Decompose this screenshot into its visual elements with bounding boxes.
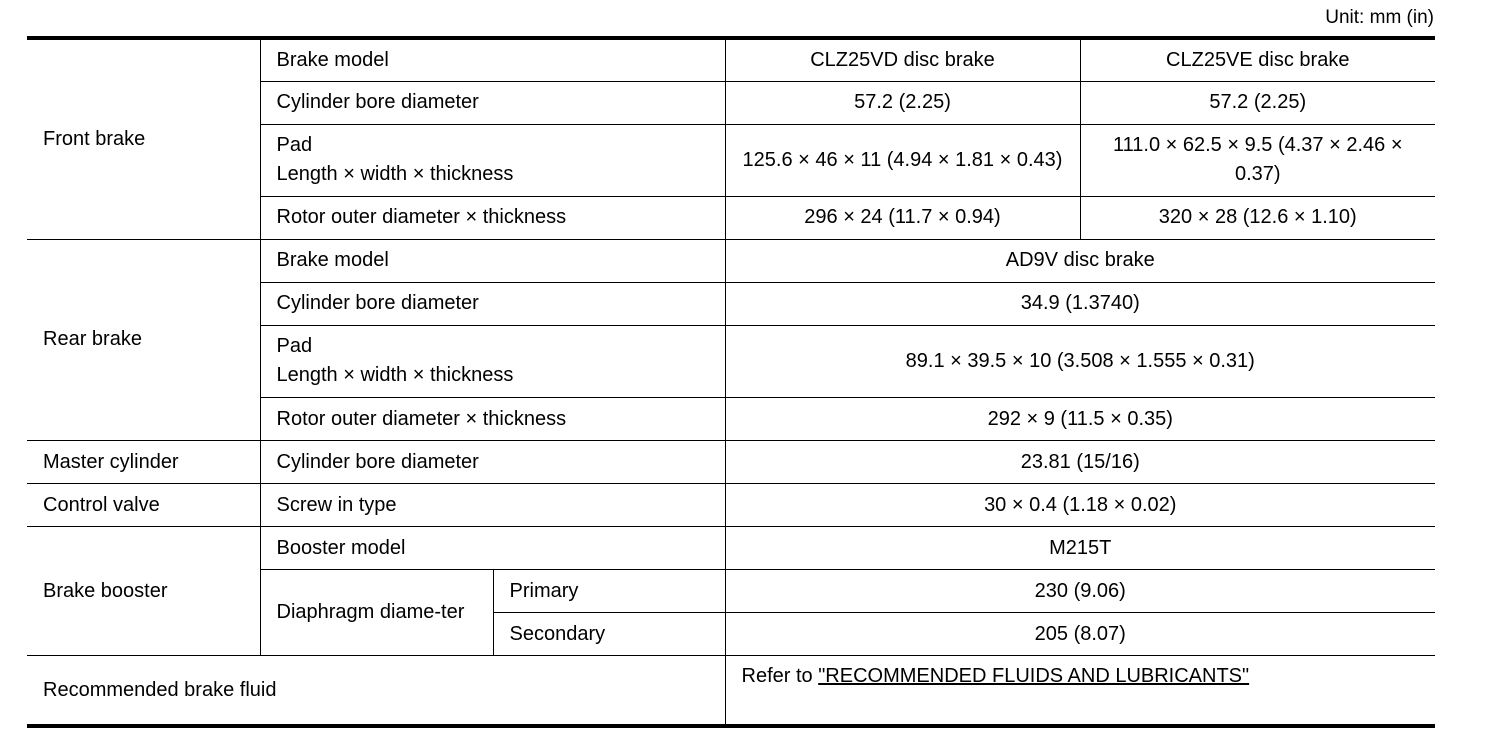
primary-value: 230 (9.06) xyxy=(725,570,1435,613)
rear-pad-label-line2: Length × width × thickness xyxy=(276,364,514,387)
rear-bore: 34.9 (1.3740) xyxy=(725,282,1435,325)
table-row xyxy=(27,527,1435,570)
rear-brake-model-label: Brake model xyxy=(260,239,725,282)
rear-brake-group-label: Rear brake xyxy=(27,239,260,440)
front-brake-model-vd: CLZ25VD disc brake xyxy=(725,38,1080,81)
table-row xyxy=(27,441,1435,484)
front-pad-label-line2: Length × width × thickness xyxy=(276,163,514,186)
rear-pad: 89.1 × 39.5 × 10 (3.508 × 1.555 × 0.31) xyxy=(725,325,1435,397)
front-pad-vd: 125.6 × 46 × 11 (4.94 × 1.81 × 0.43) xyxy=(725,124,1080,196)
front-rotor-label: Rotor outer diameter × thickness xyxy=(260,196,725,239)
recommended-fluid-value xyxy=(725,656,1435,726)
rear-pad-label-line1: Pad xyxy=(276,335,313,358)
recommended-fluids-link[interactable]: "RECOMMENDED FLUIDS AND LUBRICANTS" xyxy=(818,665,1250,688)
control-valve-type-label: Screw in type xyxy=(260,484,725,527)
table-row xyxy=(27,656,1435,726)
rear-pad-label xyxy=(260,325,725,397)
front-rotor-vd: 296 × 24 (11.7 × 0.94) xyxy=(725,196,1080,239)
master-cylinder-label: Master cylinder xyxy=(27,441,260,484)
front-pad-label-line1: Pad xyxy=(276,134,313,157)
secondary-value: 205 (8.07) xyxy=(725,613,1435,656)
front-rotor-ve: 320 × 28 (12.6 × 1.10) xyxy=(1080,196,1435,239)
master-bore: 23.81 (15/16) xyxy=(725,441,1435,484)
brake-booster-label: Brake booster xyxy=(27,527,260,656)
rear-rotor: 292 × 9 (11.5 × 0.35) xyxy=(725,398,1435,441)
front-bore-label: Cylinder bore diameter xyxy=(260,81,725,124)
diaphragm-diameter-label: Diaphragm diame-ter xyxy=(260,570,493,656)
table-row xyxy=(27,484,1435,527)
brake-specification-table xyxy=(27,36,1435,728)
rear-rotor-label: Rotor outer diameter × thickness xyxy=(260,398,725,441)
front-bore-ve: 57.2 (2.25) xyxy=(1080,81,1435,124)
primary-label: Primary xyxy=(493,570,725,613)
front-pad-label xyxy=(260,124,725,196)
front-brake-model-label: Brake model xyxy=(260,38,725,81)
table-row xyxy=(27,38,1435,81)
master-bore-label: Cylinder bore diameter xyxy=(260,441,725,484)
rear-bore-label: Cylinder bore diameter xyxy=(260,282,725,325)
front-pad-ve: 111.0 × 62.5 × 9.5 (4.37 × 2.46 × 0.37) xyxy=(1080,124,1435,196)
front-brake-group-label: Front brake xyxy=(27,38,260,239)
front-brake-model-ve: CLZ25VE disc brake xyxy=(1080,38,1435,81)
unit-label: Unit: mm (in) xyxy=(1325,7,1434,28)
booster-model-label: Booster model xyxy=(260,527,725,570)
rear-brake-model: AD9V disc brake xyxy=(725,239,1435,282)
table-row xyxy=(27,239,1435,282)
refer-prefix: Refer to xyxy=(741,665,819,688)
recommended-fluid-label: Recommended brake fluid xyxy=(27,656,725,726)
control-valve-label: Control valve xyxy=(27,484,260,527)
secondary-label: Secondary xyxy=(493,613,725,656)
booster-model: M215T xyxy=(725,527,1435,570)
control-valve-value: 30 × 0.4 (1.18 × 0.02) xyxy=(725,484,1435,527)
front-bore-vd: 57.2 (2.25) xyxy=(725,81,1080,124)
